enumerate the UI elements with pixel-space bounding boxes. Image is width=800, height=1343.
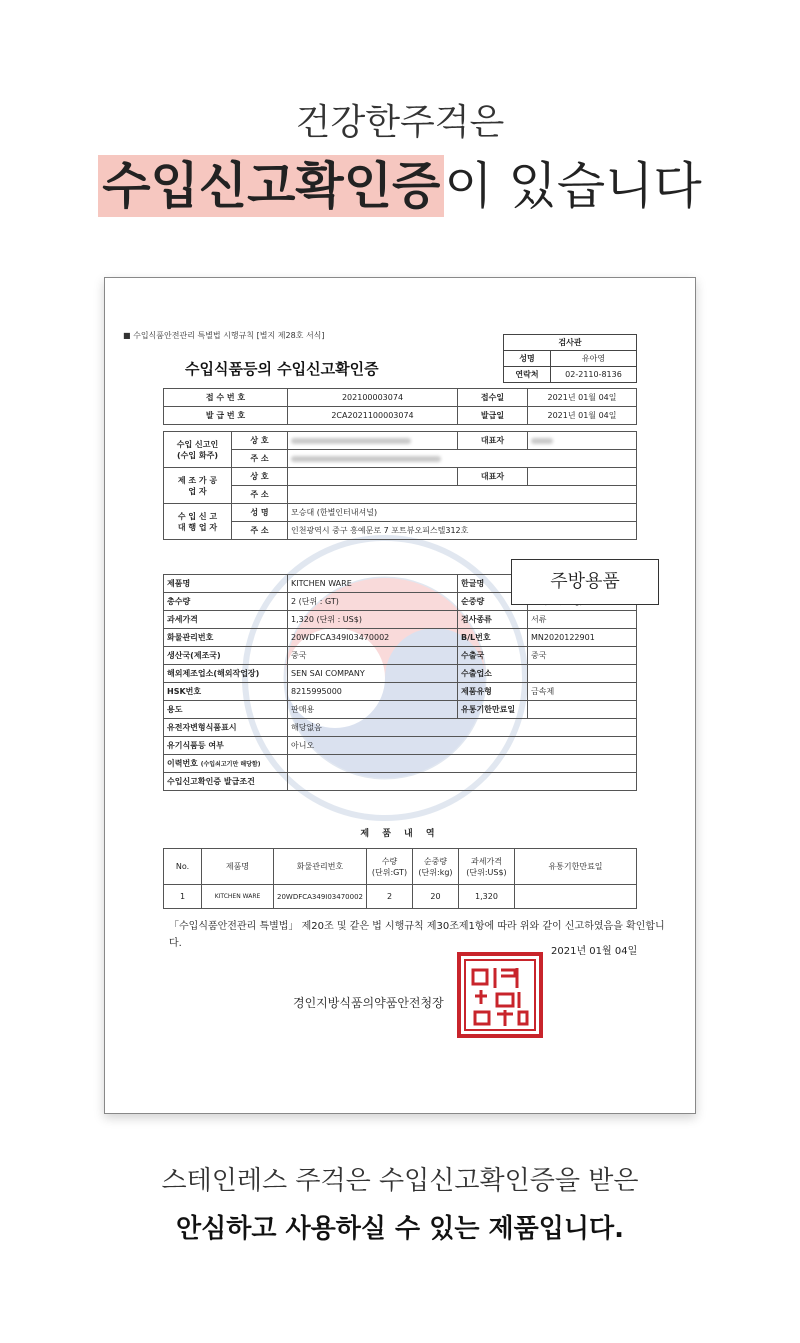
- inspector-header: 검사관: [504, 335, 637, 351]
- organic-value: 아니오: [288, 737, 637, 755]
- origin-label: 생산국(제조국): [164, 647, 288, 665]
- inspector-name-value: 유아영: [551, 351, 637, 367]
- items-cell: 2: [366, 885, 412, 909]
- headline-line2: [0, 146, 800, 218]
- taxable-price-value: 1,320 (단위 : US$): [288, 611, 458, 629]
- manufacturer-ceo-label: 대표자: [458, 468, 528, 486]
- items-header-cell: 화물관리번호: [274, 849, 367, 885]
- items-cell: KITCHEN WARE: [202, 885, 274, 909]
- total-qty-value: 2 (단위 : GT): [288, 593, 458, 611]
- table-row: [164, 885, 637, 909]
- declarant-ceo-label: 대표자: [458, 432, 528, 450]
- product-name-label: 제품명: [164, 575, 288, 593]
- issue-number-value: 2CA2021100003074: [288, 407, 458, 425]
- headline-highlight: 수입신고확인증: [98, 155, 444, 217]
- manufacturer-label: 제 조 가 공 업 자: [164, 468, 232, 504]
- product-fields-table: [163, 574, 637, 791]
- footer-line1: 스테인레스 주걱은 수입신고확인증을 받은: [161, 1166, 639, 1196]
- manufacturer-company-value: [288, 468, 458, 486]
- overseas-mfr-value: SEN SAI COMPANY: [288, 665, 458, 683]
- form-code: ■ 수입식품안전관리 특별법 시행규칙 [별지 제28호 서식]: [123, 331, 325, 340]
- items-cell: [514, 885, 636, 909]
- receipt-date-value: 2021년 01월 04일: [528, 389, 637, 407]
- taxable-price-label: 과세가격: [164, 611, 288, 629]
- issue-date-label: 발급일: [458, 407, 528, 425]
- official-seal: [455, 950, 545, 1040]
- items-header-cell: 제품명: [202, 849, 274, 885]
- import-certificate-document: [104, 277, 696, 1114]
- overseas-mfr-label: 해외제조업소(해외작업장): [164, 665, 288, 683]
- manufacturer-address-label: 주 소: [232, 486, 288, 504]
- confirmation-statement: 「수입식품안전관리 특별법」 제20조 및 같은 법 시행규칙 제30조제1항에 따라 위와 같이 신고하였음을 확인합니다.: [169, 921, 665, 949]
- inspection-type-value: 서류: [528, 611, 637, 629]
- exporter-value: [528, 665, 637, 683]
- issue-date: 2021년 01월 04일: [551, 946, 638, 957]
- expiry-label: 유통기한만료일: [458, 701, 528, 719]
- agent-label: 수 입 신 고 대 행 업 자: [164, 504, 232, 540]
- items-table: [163, 848, 637, 909]
- bl-label: B/L번호: [458, 629, 528, 647]
- korean-name-label: 한글명: [458, 575, 528, 593]
- product-name-value: KITCHEN WARE: [288, 575, 458, 593]
- inspector-contact-label: 연락처: [504, 367, 551, 383]
- agent-name-value: 모승대 (한별인터내셔널): [288, 504, 637, 522]
- headline-rest: 이 있습니다: [444, 157, 702, 215]
- condition-label: 수입신고확인증 발급조건: [164, 773, 288, 791]
- korean-name-value: 주방용품: [511, 559, 659, 605]
- condition-value: [288, 773, 637, 791]
- declarant-ceo-value: [528, 432, 637, 450]
- items-cell: 20WDFCA349I03470002: [274, 885, 367, 909]
- declarant-address-label: 주 소: [232, 450, 288, 468]
- receipt-table: [163, 388, 637, 425]
- declarant-company-label: 상 호: [232, 432, 288, 450]
- manufacturer-company-label: 상 호: [232, 468, 288, 486]
- declarant-address-value: [288, 450, 637, 468]
- inspector-name-label: 성명: [504, 351, 551, 367]
- inspector-box: [503, 334, 637, 383]
- net-weight-label: 순중량: [458, 593, 528, 611]
- manufacturer-address-value: [288, 486, 637, 504]
- cargo-no-value: 20WDFCA349I03470002: [288, 629, 458, 647]
- manufacturer-ceo-value: [528, 468, 637, 486]
- items-header-cell: 수량 (단위:GT): [366, 849, 412, 885]
- items-cell: 1,320: [458, 885, 514, 909]
- hsk-value: 8215995000: [288, 683, 458, 701]
- items-header-cell: 순중량 (단위:kg): [412, 849, 458, 885]
- trace-value: [288, 755, 637, 773]
- export-country-value: 중국: [528, 647, 637, 665]
- trace-note: (수입쇠고기만 해당함): [200, 761, 261, 768]
- gmo-label: 유전자변형식품표시: [164, 719, 288, 737]
- cargo-no-label: 화물관리번호: [164, 629, 288, 647]
- declarant-label: 수입 신고인 (수입 화주): [164, 432, 232, 468]
- receipt-number-value: 202100003074: [288, 389, 458, 407]
- gmo-value: 해당없음: [288, 719, 637, 737]
- bl-value: MN2020122901: [528, 629, 637, 647]
- usage-label: 용도: [164, 701, 288, 719]
- inspection-type-label: 검사종류: [458, 611, 528, 629]
- items-title: 제 품 내 역: [360, 829, 440, 839]
- product-type-label: 제품유형: [458, 683, 528, 701]
- agent-address-label: 주 소: [232, 522, 288, 540]
- document-title: 수입식품등의 수입신고확인증: [185, 360, 379, 378]
- trace-label-text: 이력번호: [167, 759, 198, 768]
- receipt-date-label: 접수일: [458, 389, 528, 407]
- items-header-cell: 과세가격 (단위:US$): [458, 849, 514, 885]
- agent-name-label: 성 명: [232, 504, 288, 522]
- items-cell: 20: [412, 885, 458, 909]
- export-country-label: 수출국: [458, 647, 528, 665]
- footer-line2: 안심하고 사용하실 수 있는 제품입니다.: [176, 1214, 624, 1244]
- agent-address-value: 인천광역시 중구 흥예문로 7 포트뷰오피스텔312호: [288, 522, 637, 540]
- items-cell: 1: [164, 885, 202, 909]
- issue-number-label: 발 급 번 호: [164, 407, 288, 425]
- hsk-label: HSK번호: [164, 683, 288, 701]
- exporter-label: 수출업소: [458, 665, 528, 683]
- declarant-company-value: [288, 432, 458, 450]
- usage-value: 판매용: [288, 701, 458, 719]
- trace-label: [164, 755, 288, 773]
- organic-label: 유기식품등 여부: [164, 737, 288, 755]
- total-qty-label: 총수량: [164, 593, 288, 611]
- origin-value: 중국: [288, 647, 458, 665]
- product-type-value: 금속제: [528, 683, 637, 701]
- headline-line1: 건강한주걱은: [295, 102, 505, 143]
- items-header-cell: 유통기한만료일: [514, 849, 636, 885]
- issuing-agency: 경인지방식품의약품안전청장: [293, 996, 444, 1010]
- items-header-cell: No.: [164, 849, 202, 885]
- parties-table: [163, 431, 637, 540]
- inspector-contact-value: 02-2110-8136: [551, 367, 637, 383]
- issue-date-value: 2021년 01월 04일: [528, 407, 637, 425]
- expiry-value: [528, 701, 637, 719]
- receipt-number-label: 접 수 번 호: [164, 389, 288, 407]
